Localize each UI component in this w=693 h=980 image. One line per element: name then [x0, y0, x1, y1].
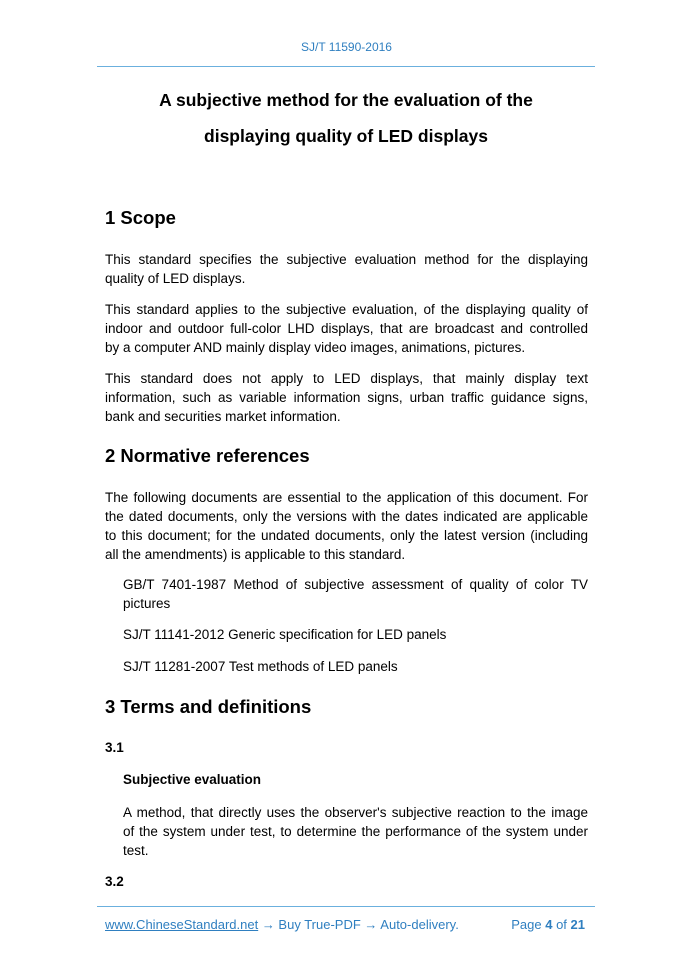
term-title: Subjective evaluation	[123, 772, 262, 787]
scope-paragraph-1	[105, 250, 588, 288]
reference-item	[123, 575, 588, 613]
text-line: The following documents are essential to the application of this document. For	[105, 490, 588, 505]
text-line: to this document; for the undated documents, only the latest version (including	[105, 528, 588, 543]
section-heading-normative-references: 2 Normative references	[105, 445, 310, 466]
text-line: bank and securities market information.	[105, 409, 341, 424]
text-line: information, such as variable information signs, urban traffic guidance signs,	[105, 390, 588, 405]
footer	[105, 917, 585, 932]
page-indicator	[511, 917, 585, 932]
text-line: by a computer AND mainly display video images, animations, pictures.	[105, 340, 526, 355]
scope-paragraph-2	[105, 300, 588, 357]
term-definition	[123, 803, 588, 860]
normative-paragraph	[105, 488, 588, 564]
document-title-line-2: displaying quality of LED displays	[204, 126, 488, 146]
standard-code-header: SJ/T 11590-2016	[301, 40, 392, 54]
reference-item: SJ/T 11281-2007 Test methods of LED panels	[123, 659, 398, 674]
text-line: all the amendments) is applicable to this standard.	[105, 547, 406, 562]
section-heading-scope: 1 Scope	[105, 207, 176, 228]
reference-item: SJ/T 11141-2012 Generic specification for LED panels	[123, 627, 447, 642]
text-line: This standard specifies the subjective evaluation method for the displaying	[105, 252, 588, 267]
text-line: of the system under test, to determine the performance of the system under	[123, 824, 588, 839]
of-label: of	[556, 917, 567, 932]
text-line: the dated documents, only the versions with the dates indicated are applicable	[105, 509, 588, 524]
text-line: quality of LED displays.	[105, 271, 246, 286]
footer-tagline: → Buy True-PDF → Auto-delivery.	[258, 917, 459, 932]
page-number: 4	[545, 917, 553, 932]
text-line: This standard does not apply to LED displays, that mainly display text	[105, 371, 588, 386]
text-line: A method, that directly uses the observer's subjective reaction to the image	[123, 805, 588, 820]
page-label: Page	[511, 917, 542, 932]
website-link[interactable]: www.ChineseStandard.net	[105, 917, 259, 932]
text-line: pictures	[123, 596, 171, 611]
footer-divider	[97, 906, 595, 907]
text-line: indoor and outdoor full-color LHD displays, that are broadcast and controlled	[105, 321, 588, 336]
page-total: 21	[570, 917, 585, 932]
document-title-line-1: A subjective method for the evaluation of the	[159, 90, 533, 110]
header-divider	[97, 66, 595, 67]
text-line: This standard applies to the subjective evaluation, of the displaying quality of	[105, 302, 588, 317]
clause-number: 3.1	[105, 740, 124, 755]
text-line: test.	[123, 843, 149, 858]
scope-paragraph-3	[105, 369, 588, 426]
clause-number: 3.2	[105, 874, 124, 889]
section-heading-terms-definitions: 3 Terms and definitions	[105, 696, 312, 717]
text-line: GB/T 7401-1987 Method of subjective assessment of quality of color TV	[123, 577, 588, 592]
